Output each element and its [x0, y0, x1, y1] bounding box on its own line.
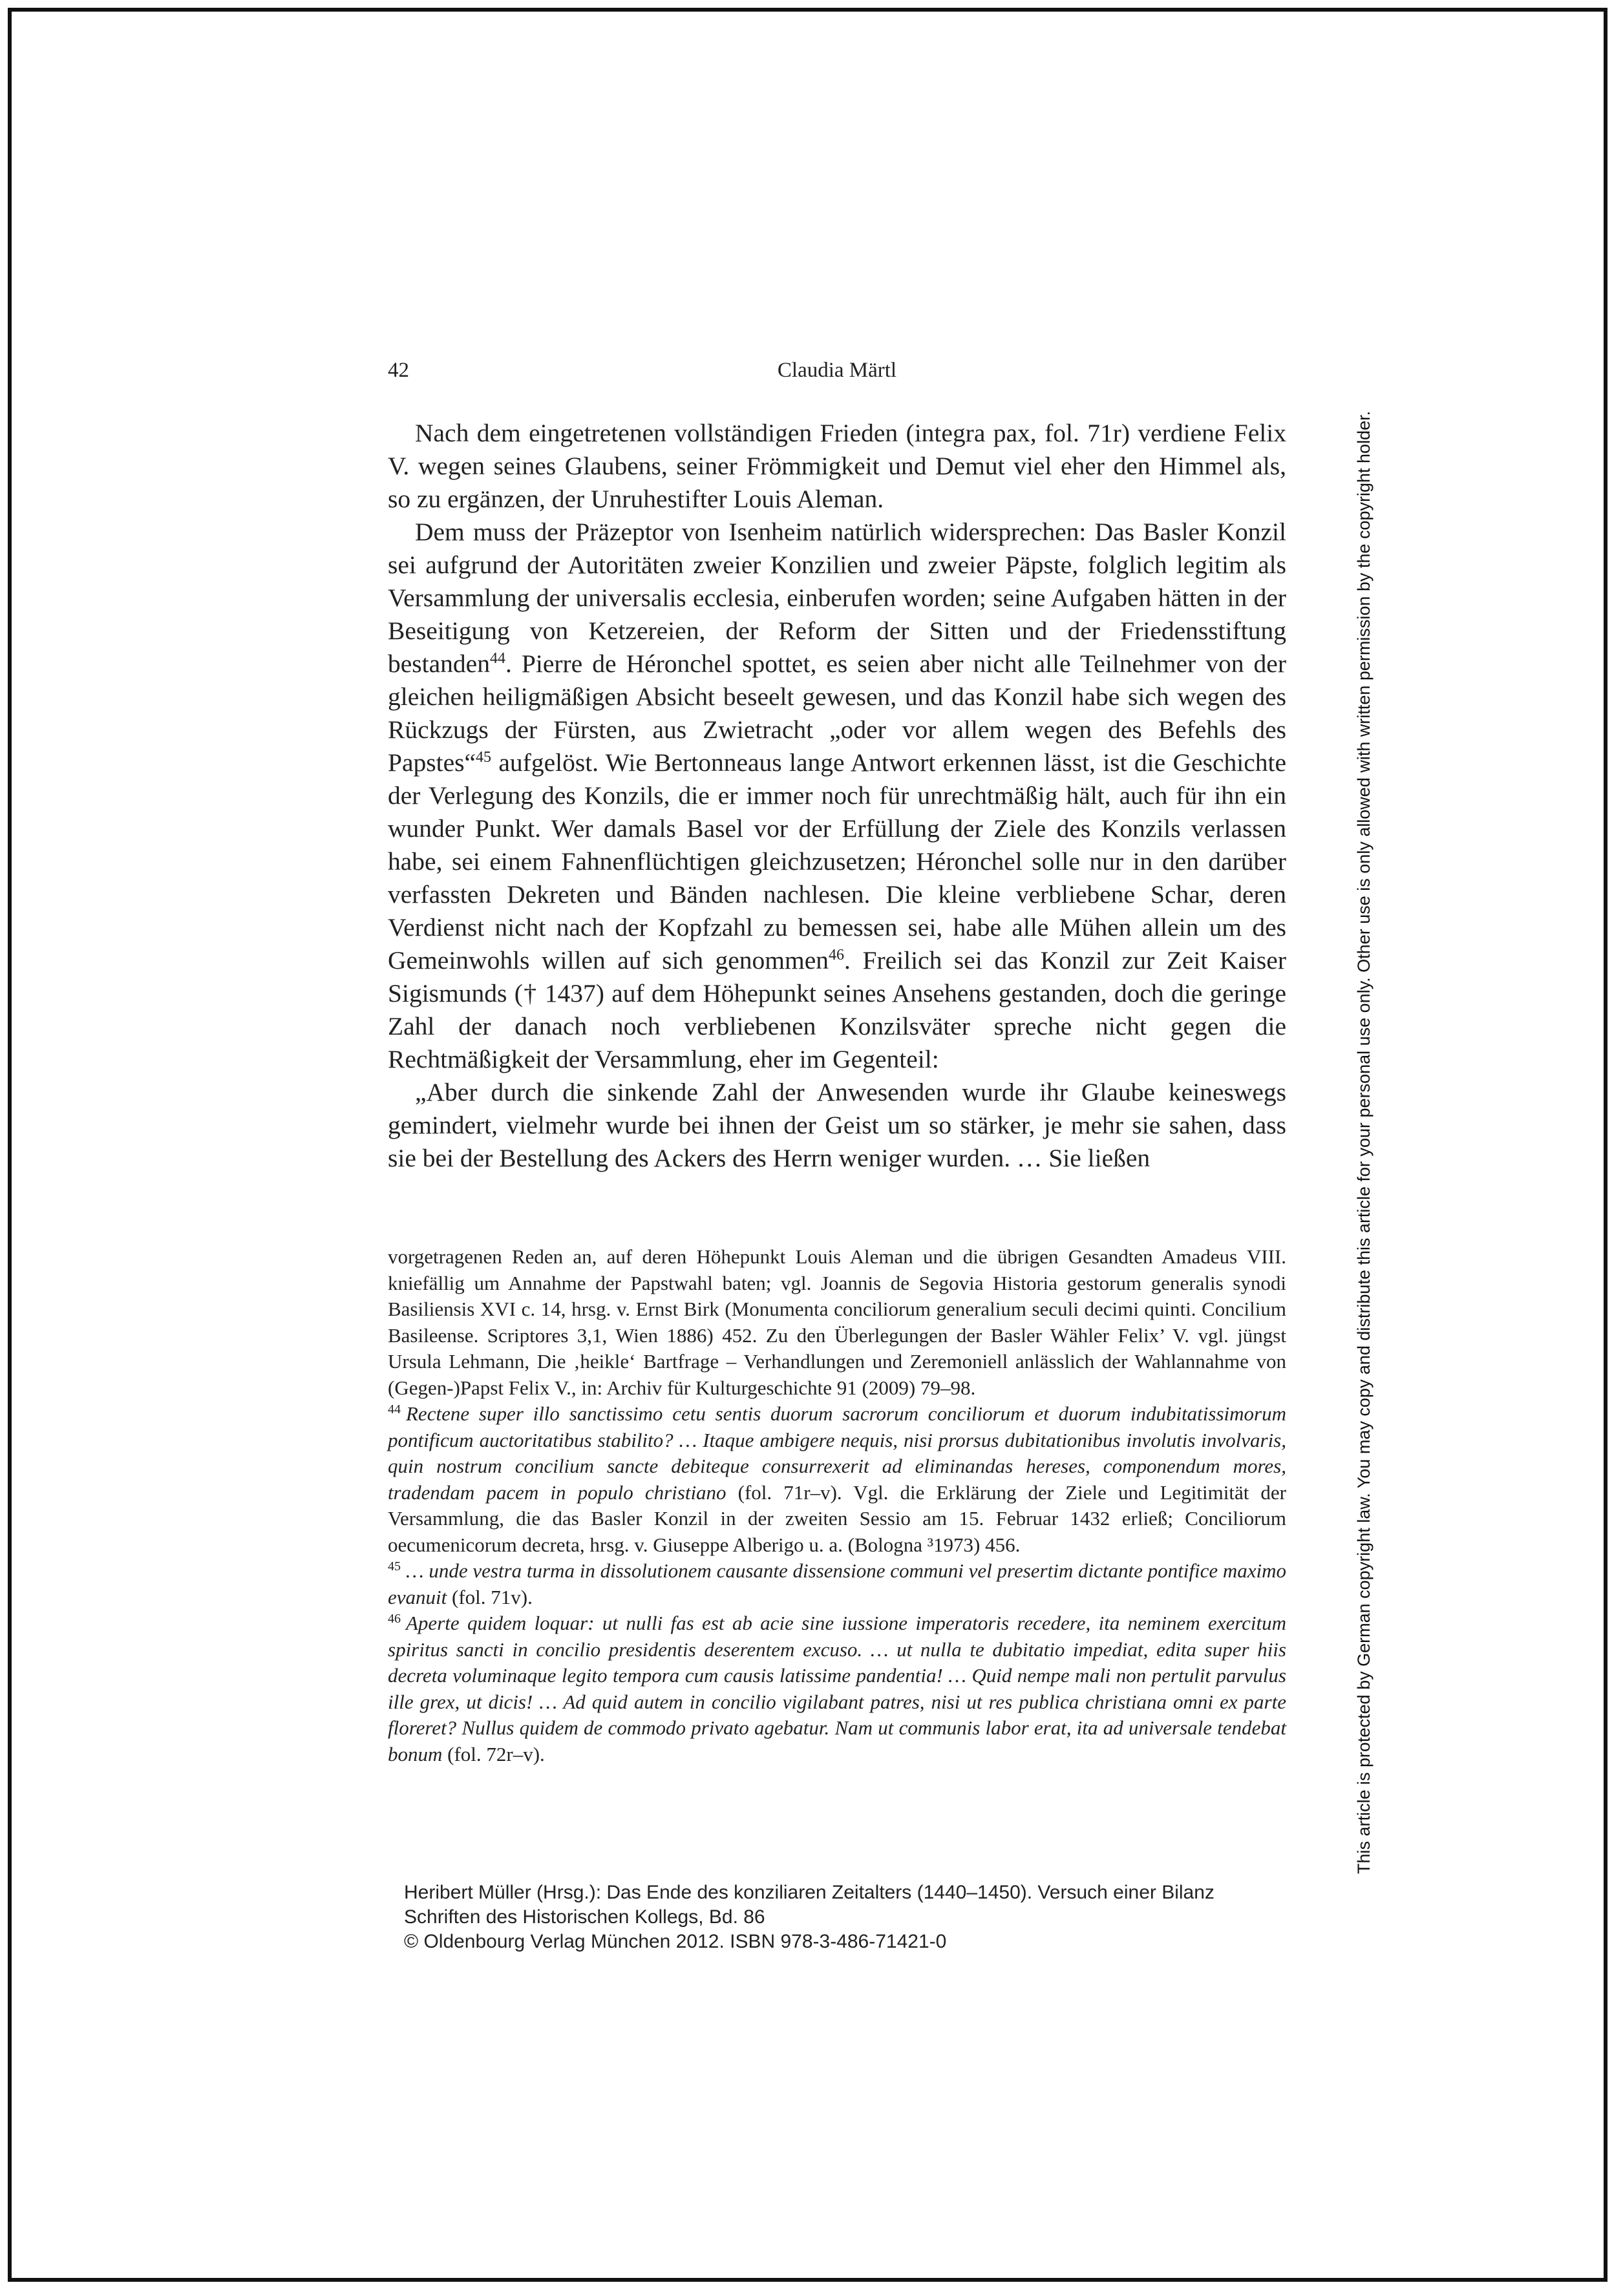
footnote-46 — [388, 1610, 1286, 1767]
footnote-number: 44 — [388, 1402, 401, 1417]
footnote-44 — [388, 1401, 1286, 1558]
main-text — [388, 417, 1286, 1175]
imprint-line-2: Schriften des Historischen Kollegs, Bd. 86 — [404, 1906, 765, 1928]
paragraph-2 — [388, 516, 1286, 1076]
quote-paragraph: „Aber durch die sinkende Zahl der Anwesenden wurde ihr Glaube keineswegs gemindert, vielmehr wurde bei ihnen der Geist um so stärker, je mehr sie sahen, dass sie bei der Bestellung des Ackers des Herrn weniger wurden. … Sie ließen — [388, 1078, 1286, 1172]
imprint-line-3: © Oldenbourg Verlag München 2012. ISBN 978-3-486-71421-0 — [404, 1931, 947, 1952]
footnote-ref-46[interactable]: 46 — [829, 946, 845, 964]
running-head — [388, 359, 1286, 391]
footnote-ref-44[interactable]: 44 — [489, 649, 505, 667]
footnote-45-latin: … unde vestra turma in dissolutionem causante dissensione communi vel presertim dictante pontifice maximo evanuit — [388, 1559, 1286, 1608]
paragraph-2-part-b: . Pierre de Héronchel spottet, es seien aber nicht alle Teilnehmer von der gleichen heiligmäßigen Absicht beseelt gewesen, und das Konzil habe sich wegen des Rückzugs der Fürsten, aus Zwietracht „oder vor allem wegen des Befehls des Papstes“ — [388, 649, 1286, 777]
footnote-43-continuation: vorgetragenen Reden an, auf deren Höhepunkt Louis Aleman und die übrigen Gesandten Amadeus VIII. kniefällig um Annahme der Papstwahl baten; vgl. Joannis de Segovia Historia gestorum generalis synodi Basiliensis XVI c. 14, hrsg. v. Ernst Birk (Monumenta conciliorum generalium seculi decimi quinti. Concilium Basileense. Scriptores 3,1, Wien 1886) 452. Zu den Überlegungen der Basler Wähler Felix’ V. vgl. jüngst Ursula Lehmann, Die ‚heikle‘ Bartfrage – Verhandlungen und Zeremoniell anlässlich der Wahlannahme von (Gegen-)Papst Felix V., in: Archiv für Kulturgeschichte 91 (2009) 79–98. — [388, 1245, 1286, 1399]
paragraph-2-part-d: . Freilich sei das Konzil zur Zeit Kaiser Sigismunds († 1437) auf dem Höhepunkt seines Ansehens gestanden, doch die geringe Zahl der danach noch verbliebenen Konzilsväter spreche nicht gegen die Rechtmäßigkeit der Versammlung, eher im Gegenteil: — [388, 946, 1286, 1073]
footnote-45 — [388, 1558, 1286, 1610]
footnote-number: 46 — [388, 1611, 401, 1626]
footnote-ref-45[interactable]: 45 — [476, 748, 492, 766]
copyright-notice: This article is protected by German copyright law. You may copy and distribute this article for your personal use only. Other use is only allowed with written permission by the copyright holder. — [1354, 410, 1374, 1874]
footnote-45-text: (fol. 71v). — [447, 1585, 533, 1608]
footnote-46-latin: Aperte quidem loquar: ut nulli fas est ab acie sine iussione imperatoris recedere, ita neminem exercitum spiritus sancti in concilio presidentis deserentem excuso. … ut nulla te dubitatio impediat, edita super hiis decreta voluminaque legito tempora cum causis latissime pandentia! … Quid nempe mali non pertulit parvulus ille grex, ut dicis! … Ad quid autem in concilio vigilabant patres, nisi ut res publica christiana omni ex parte floreret? Nullus quidem de commodo privato agebatur. Nam ut communis labor erat, ita ad universale tendebat bonum — [388, 1612, 1286, 1765]
imprint-line-1: Heribert Müller (Hrsg.): Das Ende des konziliaren Zeitalters (1440–1450). Versuch einer Bilanz — [404, 1882, 1215, 1903]
running-head-author: Claudia Märtl — [777, 359, 897, 382]
footnote-44-text: (fol. 71r–v). Vgl. die Erklärung der Ziele und Legitimität der Versammlung, die das Basler Konzil in der zweiten Sessio am 15. Februar 1432 erließ; Conciliorum oecumenicorum decreta, hrsg. v. Giuseppe Alberigo u. a. (Bologna ³1973) 456. — [388, 1480, 1287, 1556]
footnotes — [388, 1244, 1286, 1767]
paragraph-2-part-c: aufgelöst. Wie Bertonneaus lange Antwort erkennen lässt, ist die Geschichte der Verlegung des Konzils, die er immer noch für unrechtmäßig hält, auch für ihn ein wunder Punkt. Wer damals Basel vor der Erfüllung der Ziele des Konzils verlassen habe, sei einem Fahnenflüchtigen gleichzusetzen; Héronchel solle nur in den darüber verfassten Dekreten und Bänden nachlesen. Die kleine verbliebene Schar, deren Verdienst nicht nach der Kopfzahl zu bemessen sei, habe alle Mühen allein um des Gemeinwohls willen auf sich genommen — [388, 748, 1286, 974]
footnote-44-latin: Rectene super illo sanctissimo cetu sentis duorum sacrorum conciliorum et duorum indubitatissimorum pontificum auctoritatibus stabilito? … Itaque ambigere nequis, nisi prorsus dubitationibus involutis involvaris, quin nostrum concilium sancte debiteque consurrexerit ad eliminandas hereses, componendum mores, tradendam pacem in populo christiano — [388, 1402, 1286, 1504]
publication-imprint — [404, 1880, 1309, 1954]
paragraph-2-part-a: Dem muss der Präzeptor von Isenheim natürlich widersprechen: Das Basler Konzil sei aufgrund der Autoritäten zweier Konzilien und zweier Päpste, folglich legitim als Versammlung der universalis ecclesia, einberufen worden; seine Aufgaben hätten in der Beseitigung von Ketzereien, der Reform der Sitten und der Friedensstiftung bestanden — [388, 518, 1286, 678]
paragraph-1: Nach dem eingetretenen vollständigen Frieden (integra pax, fol. 71r) verdiene Felix V. wegen seines Glaubens, seiner Frömmigkeit und Demut viel eher den Himmel als, so zu ergänzen, der Unruhestifter Louis Aleman. — [388, 419, 1286, 513]
footnote-46-text: (fol. 72r–v). — [442, 1742, 545, 1765]
footnote-number: 45 — [388, 1559, 401, 1574]
page-number: 42 — [388, 359, 409, 382]
